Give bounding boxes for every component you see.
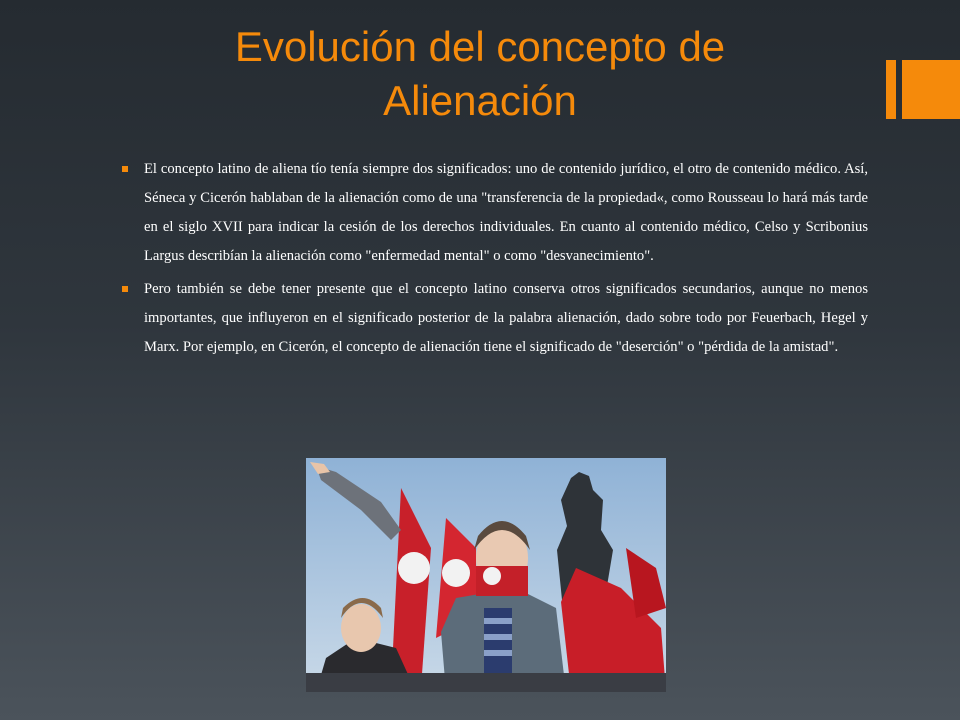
square-bullet-icon: [122, 286, 128, 292]
accent-bar-thick: [902, 60, 960, 119]
protest-photo: [306, 458, 666, 692]
bullet-item: [122, 155, 868, 271]
bullet-text: Pero también se debe tener presente que el concepto latino conserva otros significados secundarios, aunque no menos importantes, que influyeron en el significado posterior de la palabra alienación, dado sobre todo por Feuerbach, Hegel y Marx. Por ejemplo, en Cicerón, el concepto de alienación tiene el significado de "deserción" o "pérdida de la amistad".: [144, 281, 868, 355]
bullet-item: [122, 275, 868, 362]
square-bullet-icon: [122, 166, 128, 172]
protest-photo-image: [306, 458, 666, 692]
bullet-text: El concepto latino de aliena tío tenía siempre dos significados: uno de contenido jurídico, el otro de contenido médico. Así, Séneca y Cicerón hablaban de la alienación como de una "transferencia de la propiedad«, como Rousseau lo hará más tarde en el siglo XVII para indicar la cesión de los derechos individuales. En cuanto al contenido médico, Celso y Scribonius Largus describían la alienación como "enfermedad mental" o como "desvanecimiento".: [144, 161, 868, 264]
title-line-1: Evolución del concepto de: [234, 23, 726, 70]
slide-title: [150, 20, 810, 128]
accent-bar-thin: [886, 60, 896, 119]
slide-content: [122, 155, 868, 366]
title-line-2: Alienación: [383, 77, 577, 124]
